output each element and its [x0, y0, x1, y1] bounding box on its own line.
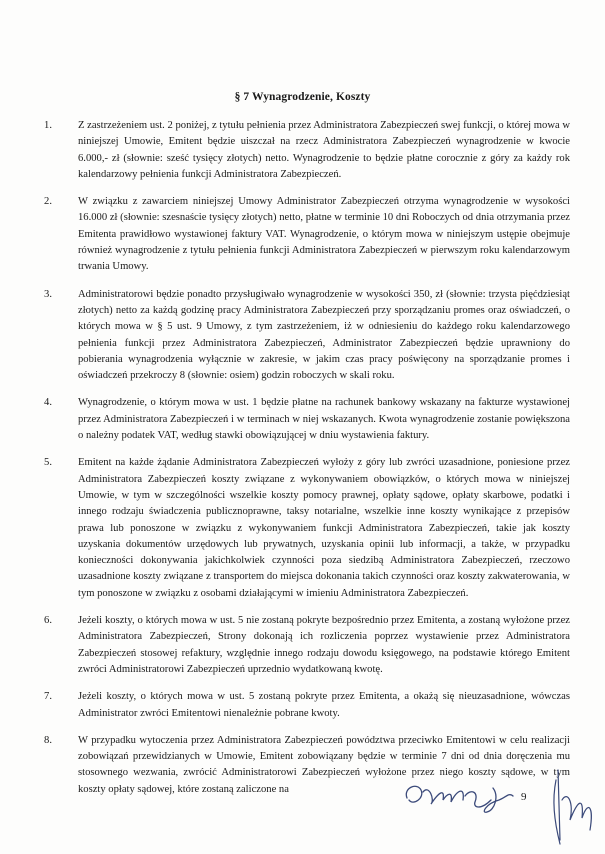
paragraph-text: Jeżeli koszty, o których mowa w ust. 5 nie zostaną pokryte bezpośrednio przez Emitenta, a zostaną wyłożone przez Administratora Zabezpieczeń, Strony dokonają ich rozliczenia poprzez wystawienie przez Administratora Zabezpieczeń stosowej refaktury, względnie innego rodzaju dowodu księgowego, na podstawie którego Emitent zwróci Administratorowi Zabezpieczeń uprzednio wydatkowaną kwotę. — [78, 615, 570, 675]
paragraph-text: Jeżeli koszty, o których mowa w ust. 5 zostaną pokryte przez Emitenta, a okażą się nieuzasadnione, wówczas Administrator zwróci Emitentowi nienależnie pobrane kwoty. — [78, 691, 570, 719]
section-list — [34, 118, 570, 809]
paragraph-number: 7. — [44, 691, 52, 703]
paragraph-number: 6. — [44, 615, 52, 627]
paragraph-7 — [34, 689, 570, 722]
signature-image — [395, 770, 535, 820]
initials-mark — [548, 760, 598, 850]
paragraph-number: 3. — [44, 288, 52, 300]
paragraph-text: W przypadku wytoczenia przez Administratora Zabezpieczeń powództwa przeciwko Emitentowi w celu realizacji zobowiązań przewidzianych w Umowie, Emitent zobowiązany będzie w terminie 7 dni od dnia doręczenia mu stosownego wezwania, zwrócić Administratorowi Zabezpieczeń wyłożone przez niego koszty sądowe, w tym koszty opłaty sądowej, które zostaną zaliczone na — [78, 734, 570, 795]
paragraph-text: Administratorowi będzie ponadto przysługiwało wynagrodzenie w wysokości 350, zł (słownie: trzysta pięćdziesiąt złotych) netto za każdą godzinę pracy Administratora Zabezpieczeń przy sporządzaniu promes oraz oświadczeń, o których mowa w § 5 ust. 9 Umowy, z tym zastrzeżeniem, iż w odniesieniu do każdego roku kalendarzowego pełnienia funkcji przez Administratora Zabezpieczeń, Administrator Zabezpieczeń będzie uprawniony do pobierania wynagrodzenia wyłącznie w zakresie, w jakim czas pracy poświęcony na sporządzanie promes i oświadczeń przekroczy 8 (słownie: osiem) godzin roboczych w skali roku. — [78, 288, 570, 382]
paragraph-text: Z zastrzeżeniem ust. 2 poniżej, z tytułu pełnienia przez Administratora Zabezpieczeń swej funkcji, o której mowa w niniejszej Umowie, Emitent będzie uiszczał na rzecz Administratora Zabezpieczeń wynagrodzenie w kwocie 6.000,- zł (słownie: sześć tysięcy złotych) netto. Wynagrodzenie to będzie płatne corocznie z góry za każdy rok kalendarzowy pełnienia funkcji Administratora Zabezpieczeń. — [78, 120, 570, 180]
paragraph-3 — [34, 287, 570, 385]
page-number: 9 — [521, 791, 527, 803]
paragraph-5 — [34, 455, 570, 602]
paragraph-text: W związku z zawarciem niniejszej Umowy Administrator Zabezpieczeń otrzyma wynagrodzenie w wysokości 16.000 zł (słownie: szesnaście tysięcy złotych) netto, płatne w terminie 10 dni Roboczych od dnia otrzymania przez Emitenta prawidłowo wystawionej faktury VAT. Wynagrodzenie, o którym mowa w niniejszym ustępie obejmuje również wynagrodzenie z tytułu pełnienia funkcji Administratora Zabezpieczeń w pierwszym roku kalendarzowym trwania Umowy. — [78, 196, 570, 273]
paragraph-number: 2. — [44, 196, 52, 208]
paragraph-number: 8. — [44, 734, 52, 746]
paragraph-2 — [34, 194, 570, 275]
paragraph-number: 4. — [44, 397, 52, 409]
paragraph-1 — [34, 118, 570, 183]
paragraph-text: Wynagrodzenie, o którym mowa w ust. 1 będzie płatne na rachunek bankowy wskazany na fakturze wystawionej przez Administratora Zabezpieczeń i w terminach w niej wskazanych. Kwota wynagrodzenie zostanie powiększona o należny podatek VAT, według stawki obowiązującej w dniu wystawienia faktury. — [78, 397, 570, 442]
paragraph-number: 5. — [44, 457, 52, 469]
paragraph-6 — [34, 613, 570, 678]
section-heading: § 7 Wynagrodzenie, Koszty — [234, 91, 371, 103]
paragraph-text: Emitent na każde żądanie Administratora Zabezpieczeń wyłoży z góry lub zwróci uzasadnione, poniesione przez Administratora Zabezpieczeń koszty związane z wykonywaniem obowiązków, o których mowa w niniejszej Umowie, w tym w szczególności wszelkie koszty pomocy prawnej, opłaty sądowe, opłaty skarbowe, podatki i innego rodzaju świadczenia publicznoprawne, taksy notarialne, wszelkie inne koszty wynikające z przepisów prawa lub ponoszone w związku z wykonywaniem funkcji Administratora Zabezpieczeń, takie jak koszty uzyskania dokumentów urzędowych lub prywatnych, uzyskania opinii lub informacji, a także, w przypadku konieczności dokonywania jakichkolwiek czynności poza siedzibą Administratora Zabezpieczeń, rzeczowo uzasadnione koszty związane z transportem do miejsca dokonania takich czynności oraz koszty zakwaterowania, w tym ponoszone w związku z osobami działającymi w imieniu Administratora Zabezpieczeń. — [78, 457, 570, 599]
paragraph-number: 1. — [44, 120, 52, 131]
paragraph-4 — [34, 395, 570, 444]
